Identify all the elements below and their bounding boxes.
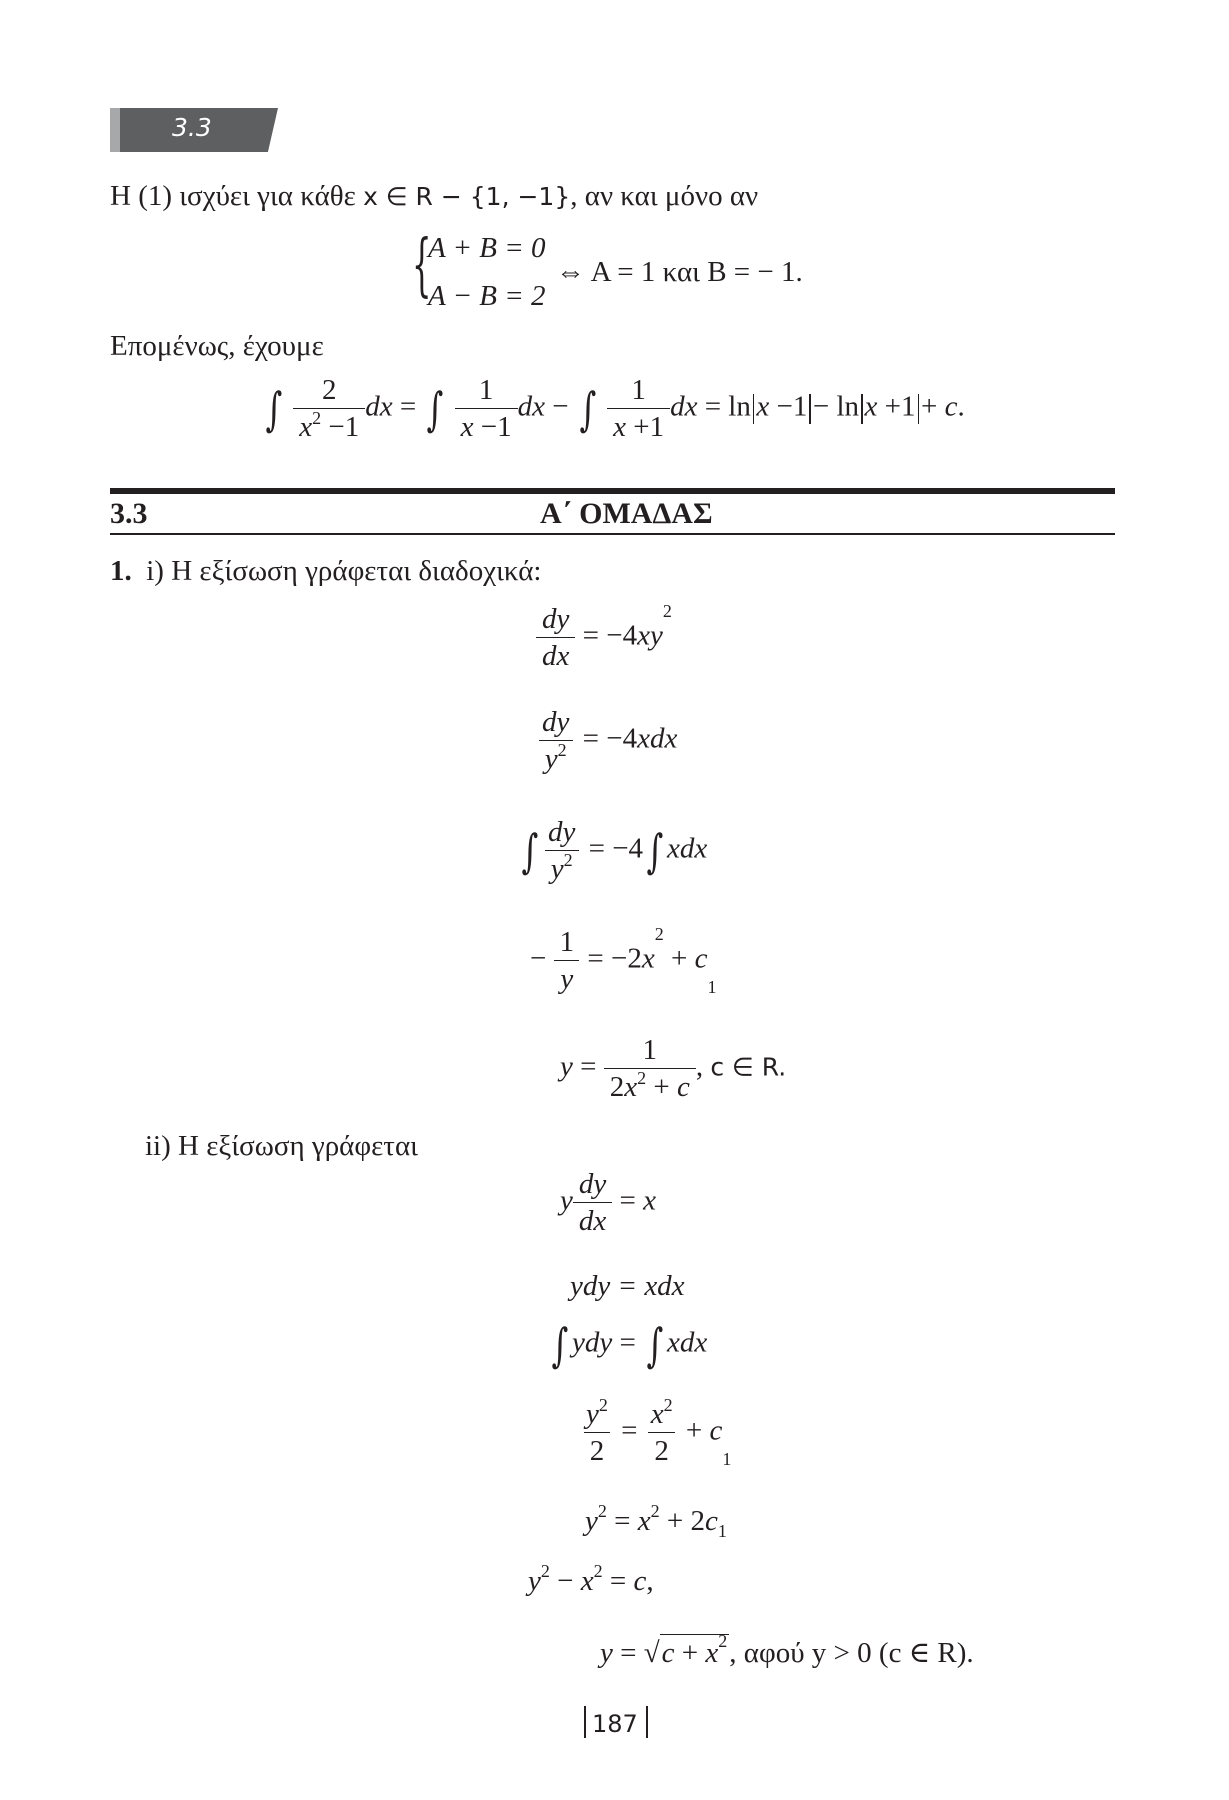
section-rule-bottom [110, 533, 1115, 535]
part-ii-heading: ii) Η εξίσωση γράφεται [145, 1130, 418, 1162]
partial-fraction-integral: ∫ $\frac{2}{x^2 -1}$ dx = ∫ $\frac{1}{x -1}$ dx − ∫ $\frac{1}{x +1}$ dx = ln x −1 − ln x +1 + c. [265, 374, 965, 443]
step-ii-3: ∫ ydy = ∫ xdx [551, 1318, 708, 1372]
step-ii-4: $\frac{y^2}{2}$ = $\frac{x^2}{2}$ + $c_1$ [580, 1400, 731, 1466]
system-eq2: A − B = 2 [428, 280, 546, 312]
step-ii-5: $y^2 = x^2 + 2c_1$ [585, 1501, 727, 1541]
system-eq1: A + B = 0 [428, 232, 546, 264]
page-number-bar-left [584, 1706, 586, 1738]
intro-line: Η (1) ισχύει για κάθε x ∈ R − {1, −1}, αν και μόνο αν [110, 180, 759, 212]
section-title: Α΄ ΟΜΑΔΑΣ [540, 497, 713, 530]
step-ii-1: y $\frac{dy}{dx}$ = x [560, 1168, 656, 1237]
section-number: 3.3 [110, 497, 148, 530]
system-brace: { [412, 226, 432, 305]
system-result: ⇔ A = 1 και B = − 1. [556, 256, 803, 288]
step-ii-7: $y = √c + x^2$, αφού y > 0 (c ∈ R). [600, 1631, 974, 1669]
step-ii-2: ydy = xdx [570, 1270, 685, 1302]
section-tab-label: 3.3 [172, 113, 212, 142]
step-5: y = $\frac{1}{2x^2 + c}$ , c ∈ R. [560, 1034, 787, 1103]
therefore-line: Επομένως, έχουμε [110, 330, 324, 362]
page-number-bar-right [646, 1706, 648, 1738]
section-tab-light [110, 108, 120, 152]
step-1: $\frac{dy}{dx}$ = $-4xy^2$ [536, 605, 672, 671]
exercise-heading: 1. i) Η εξίσωση γράφεται διαδοχικά: [110, 555, 542, 587]
step-ii-6: $y^2 - x^2 = c$, [528, 1561, 654, 1597]
step-2: $\frac{dy}{y^2}$ = −4xdx [536, 708, 677, 774]
page-number: 187 [592, 1710, 638, 1738]
step-4: − $\frac{1}{y}$ = $-2x^2 + c_1$ [530, 924, 717, 997]
step-3: ∫ $\frac{dy}{y^2}$ = −4∫ xdx [521, 816, 708, 885]
section-rule-top [110, 488, 1115, 494]
